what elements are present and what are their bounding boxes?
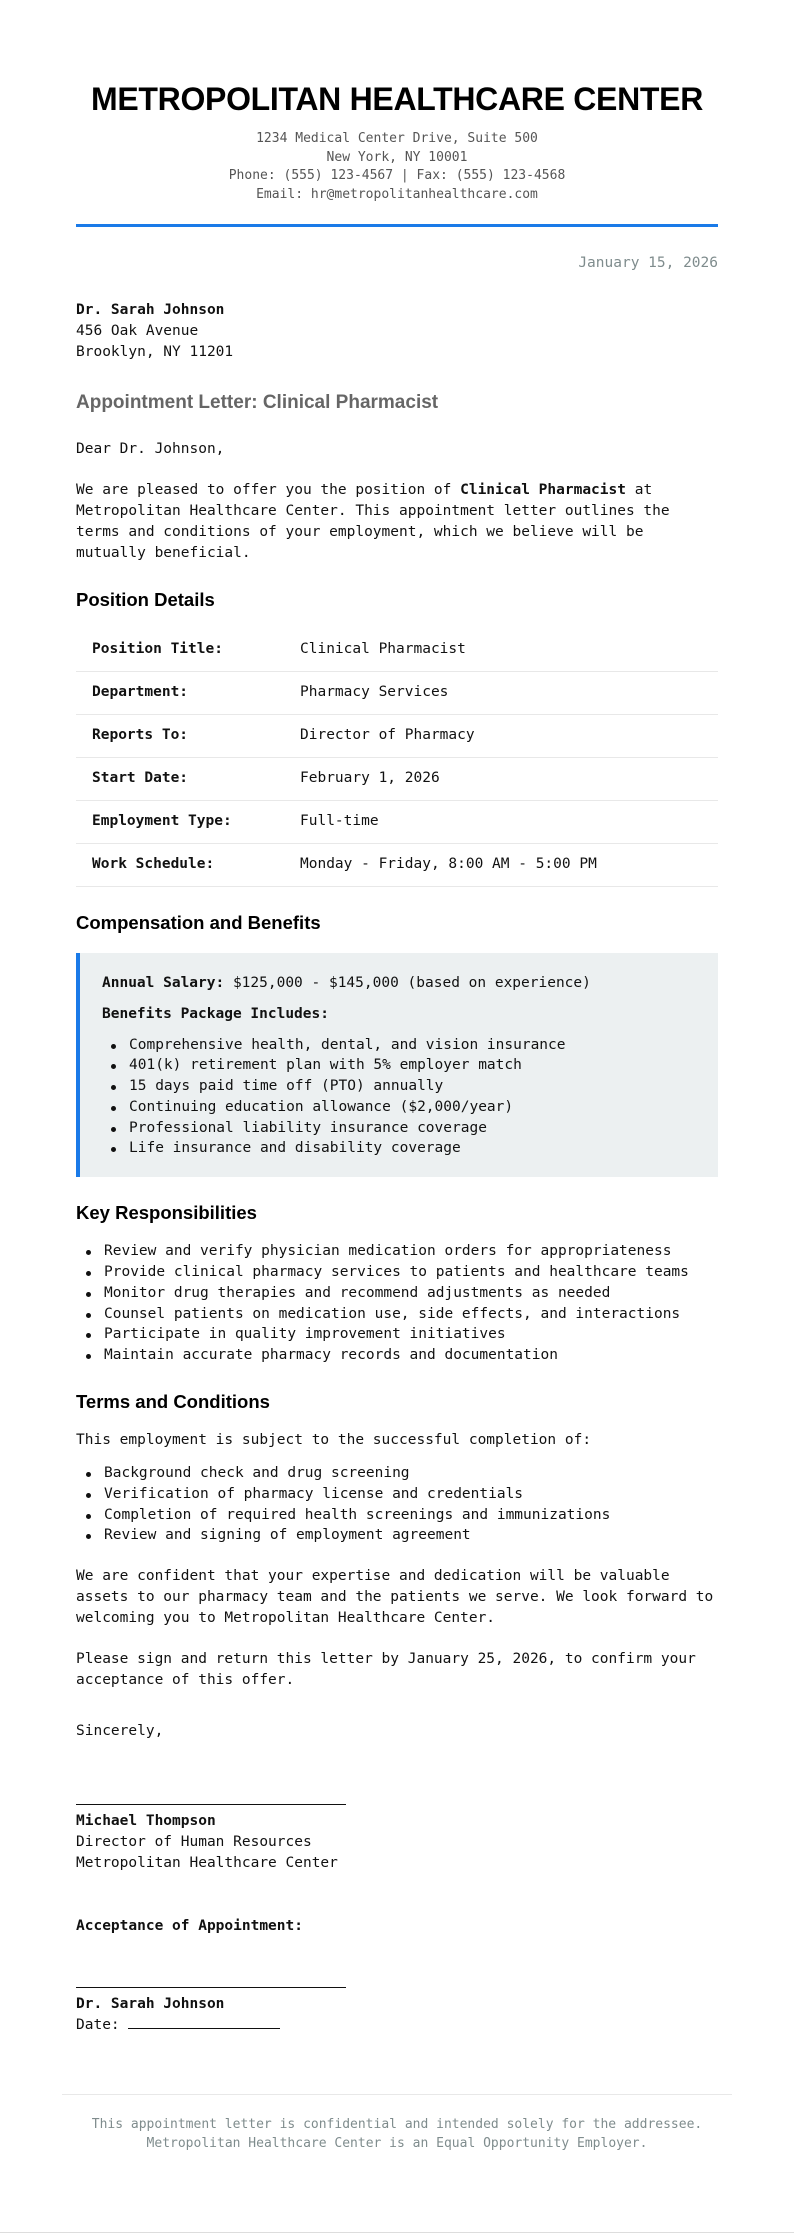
sign-request-paragraph: Please sign and return this letter by January 25, 2026, to confirm your acceptance of this offer. [76,1651,696,1689]
recipient-name: Dr. Sarah Johnson [76,302,225,318]
intro-paragraph [76,480,718,564]
organization-name: METROPOLITAN HEALTHCARE CENTER [90,81,704,117]
recipient-city: Brooklyn, NY 11201 [76,344,234,360]
salary-label: Annual Salary: [102,974,225,991]
position-details-table [76,628,718,887]
table-row [76,628,718,671]
terms-intro: This employment is subject to the successful completion of: [76,1432,592,1449]
recipient-street: 456 Oak Avenue [76,323,199,339]
signatory-block [76,1811,718,1874]
row-label: Position Title: [76,628,300,671]
row-label: Department: [76,671,300,714]
email-line: Email: hr@metropolitanhealthcare.com [256,186,538,202]
row-value: Director of Pharmacy [300,714,718,757]
acceptance-title: Acceptance of Appointment: [76,1918,303,1935]
intro-position-bold: Clinical Pharmacist [460,482,626,498]
table-row [76,843,718,886]
row-label: Reports To: [76,714,300,757]
list-item: Background check and drug screening [76,1463,718,1484]
responsibilities-heading: Key Responsibilities [76,1202,257,1224]
letterhead [76,80,718,227]
table-row [76,671,718,714]
closing-paragraph: We are confident that your expertise and dedication will be valuable assets to our pharmacy team and the patients we serve. We look forward to welcoming you to Metropolitan Healthcare Center. [76,1568,714,1627]
contact-line: Phone: (555) 123-4567 | Fax: (555) 123-4568 [228,168,566,183]
acceptance-block [76,1994,718,2036]
list-item: Comprehensive health, dental, and vision insurance [102,1035,698,1056]
address-line-2: New York, NY 10001 [326,149,468,165]
signature-line-hr [76,1804,346,1805]
intro-text-after: at Metropolitan Healthcare Center. This appointment letter outlines the terms and conditions of your employment, which we believe will be mutually beneficial. [76,482,670,561]
list-item: Monitor drug therapies and recommend adjustments as needed [76,1283,718,1304]
table-row [76,800,718,843]
address-line-1: 1234 Medical Center Drive, Suite 500 [256,131,538,146]
salutation: Dear Dr. Johnson, [76,441,225,457]
compensation-heading: Compensation and Benefits [76,911,321,933]
list-item: Review and signing of employment agreement [76,1525,718,1546]
footer-confidential: This appointment letter is confidential and intended solely for the addressee. [91,2117,703,2133]
list-item: Participate in quality improvement initiatives [76,1324,718,1345]
footer [62,2094,732,2153]
table-row [76,757,718,800]
list-item: 401(k) retirement plan with 5% employer match [102,1055,698,1076]
position-details-heading: Position Details [76,589,215,610]
sincerely: Sincerely, [76,1723,164,1740]
signature-line-recipient [76,1987,346,1988]
row-value: Monday - Friday, 8:00 AM - 5:00 PM [300,843,718,886]
responsibilities-list [76,1241,718,1366]
list-item: 15 days paid time off (PTO) annually [102,1076,698,1097]
signatory-org: Metropolitan Healthcare Center [76,1855,338,1872]
row-value: Clinical Pharmacist [300,628,718,671]
list-item: Maintain accurate pharmacy records and documentation [76,1345,718,1366]
row-value: Pharmacy Services [300,671,718,714]
row-label: Employment Type: [76,800,300,843]
table-row [76,714,718,757]
terms-list [76,1463,718,1546]
annual-salary [102,973,698,994]
salary-value: $125,000 - $145,000 (based on experience) [224,974,591,991]
acceptance-date-row [76,2015,718,2036]
footer-eoe: Metropolitan Healthcare Center is an Equal Opportunity Employer. [146,2136,648,2152]
row-label: Start Date: [76,757,300,800]
date-label: Date: [76,2017,129,2034]
recipient-block [76,300,718,363]
list-item: Provide clinical pharmacy services to patients and healthcare teams [76,1262,718,1283]
list-item: Life insurance and disability coverage [102,1138,698,1159]
list-item: Professional liability insurance coverage [102,1118,698,1139]
list-item: Completion of required health screenings and immunizations [76,1505,718,1526]
acceptance-name: Dr. Sarah Johnson [76,1996,225,2013]
benefits-title: Benefits Package Includes: [102,1005,329,1022]
compensation-box [76,953,718,1178]
benefits-list [102,1035,698,1160]
letter-subject: Appointment Letter: Clinical Pharmacist [76,392,439,413]
list-item: Continuing education allowance ($2,000/year) [102,1097,698,1118]
list-item: Verification of pharmacy license and credentials [76,1484,718,1505]
terms-heading: Terms and Conditions [76,1391,270,1413]
row-value: Full-time [300,800,718,843]
list-item: Counsel patients on medication use, side effects, and interactions [76,1304,718,1325]
row-value: February 1, 2026 [300,757,718,800]
letter-date: January 15, 2026 [578,255,718,271]
row-label: Work Schedule: [76,843,300,886]
signatory-name: Michael Thompson [76,1813,216,1830]
date-blank-field [128,2015,280,2029]
signatory-title: Director of Human Resources [76,1834,312,1851]
intro-text-before: We are pleased to offer you the position of [76,482,461,498]
list-item: Review and verify physician medication orders for appropriateness [76,1241,718,1262]
